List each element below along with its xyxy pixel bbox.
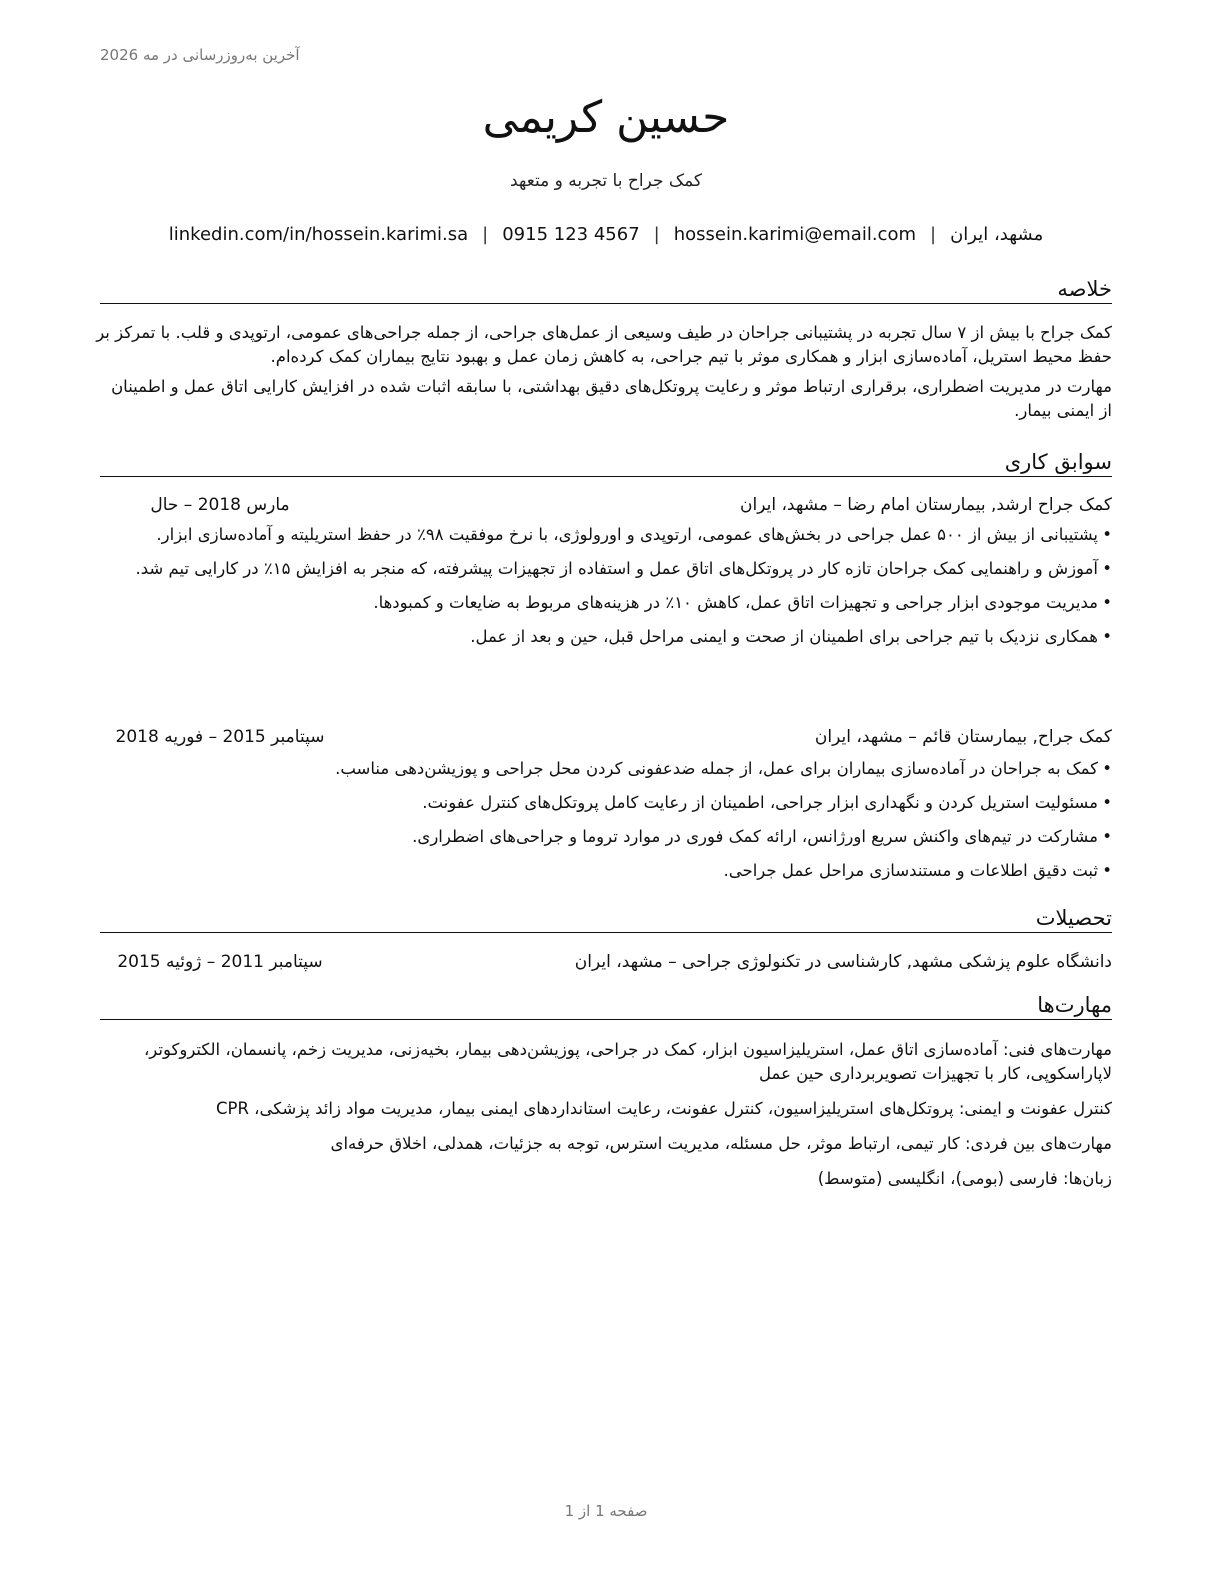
job-bullets: [96, 523, 1112, 659]
page-number: صفحه 1 از 1: [564, 1502, 648, 1520]
summary-paragraph: مهارت در مدیریت اضطراری، برقراری ارتباط موثر و رعایت پروتکل‌های دقیق بهداشتی، با سابقه اثبات شده در افزایش کارایی اتاق عمل و اطمینان از ایمنی بیمار.: [111, 377, 1112, 420]
list-item: • همکاری نزدیک با تیم جراحی برای اطمینان از صحت و ایمنی مراحل قبل، حین و بعد از عمل.: [96, 625, 1112, 649]
candidate-name: حسین کریمی: [482, 92, 730, 143]
candidate-tagline: کمک جراح با تجربه و متعهد: [510, 171, 702, 191]
education-entry: [100, 950, 1112, 974]
contact-separator: |: [930, 224, 937, 245]
list-item: • مسئولیت استریل کردن و نگهداری ابزار جراحی، اطمینان از رعایت کامل پروتکل‌های کنترل عفونت.: [96, 791, 1112, 815]
list-item: • مدیریت موجودی ابزار جراحی و تجهیزات اتاق عمل، کاهش ۱۰٪ در هزینه‌های مربوط به ضایعات و کمبودها.: [96, 591, 1112, 615]
experience-heading: سوابق کاری: [100, 449, 1112, 477]
summary-heading: خلاصه: [100, 276, 1112, 304]
list-item: • کمک به جراحان در آماده‌سازی بیماران برای عمل، از جمله ضدعفونی کردن محل جراحی و پوزیشن‌دهی مناسب.: [96, 757, 1112, 781]
list-item: • مشارکت در تیم‌های واکنش سریع اورژانس، ارائه کمک فوری در موارد تروما و جراحی‌های اضطراری.: [96, 825, 1112, 849]
education-degree: دانشگاه علوم پزشکی مشهد, کارشناسی در تکنولوژی جراحی – مشهد، ایران: [574, 952, 1112, 972]
job-role: کمک جراح, بیمارستان قائم – مشهد، ایران: [814, 727, 1112, 747]
skills-heading: مهارت‌ها: [100, 992, 1112, 1020]
last-updated-text: آخرین به‌روزرسانی در مه 2026: [100, 46, 300, 64]
contact-email[interactable]: hossein.karimi@email.com: [673, 224, 916, 245]
summary-section: [96, 321, 1112, 429]
contact-location: مشهد، ایران: [950, 224, 1044, 245]
skills-line: زبان‌ها: فارسی (بومی)، انگلیسی (متوسط): [817, 1169, 1112, 1188]
skills-line: مهارت‌های بین فردی: کار تیمی، ارتباط موثر، حل مسئله، مدیریت استرس، توجه به جزئیات، همدلی، اخلاق حرفه‌ای: [330, 1134, 1112, 1153]
job-header: [100, 493, 1112, 517]
list-item: • آموزش و راهنمایی کمک جراحان تازه کار در پروتکل‌های اتاق عمل و استفاده از تجهیزات پیشرفته، که منجر به افزایش ۱۵٪ در کارایی تیم شد.: [96, 557, 1112, 581]
resume-page: [96, 0, 1112, 1584]
contact-linkedin[interactable]: linkedin.com/in/hossein.karimi.sa: [168, 224, 469, 245]
job-dates: مارس 2018 – حال: [150, 495, 290, 515]
contact-phone[interactable]: 0915 123 4567: [502, 224, 640, 245]
list-item: • پشتیبانی از بیش از ۵۰۰ عمل جراحی در بخش‌های عمومی، ارتوپدی و اورولوژی، با نرخ موفقیت ۹۸٪ در حفظ استریلیته و آماده‌سازی ابزار.: [96, 523, 1112, 547]
contact-separator: |: [482, 224, 489, 245]
skills-line: مهارت‌های فنی: آماده‌سازی اتاق عمل، استریلیزاسیون ابزار، کمک در جراحی، پوزیشن‌دهی بیمار، بخیه‌زنی، مدیریت زخم، پانسمان، الکتروکوتر، لاپاراسکوپی، کار با تجهیزات تصویربرداری حین عمل: [143, 1040, 1112, 1083]
summary-paragraph: کمک جراح با بیش از ۷ سال تجربه در پشتیبانی جراحان در طیف وسیعی از عمل‌های جراحی، از جمله جراحی‌های عمومی، ارتوپدی و قلب. با تمرکز بر حفظ محیط استریل، آماده‌سازی ابزار و همکاری موثر با تیم جراحی، به کاهش زمان عمل و بهبود نتایج بیماران کمک کرده‌ام.: [96, 323, 1112, 366]
contact-separator: |: [653, 224, 660, 245]
education-heading: تحصیلات: [100, 905, 1112, 933]
list-item: • ثبت دقیق اطلاعات و مستندسازی مراحل عمل جراحی.: [96, 859, 1112, 883]
job-bullets: [96, 757, 1112, 893]
job-role: کمک جراح ارشد, بیمارستان امام رضا – مشهد، ایران: [740, 495, 1112, 515]
skills-section: [96, 1038, 1112, 1202]
job-dates: سپتامبر 2015 – فوریه 2018: [115, 727, 325, 747]
skills-line: کنترل عفونت و ایمنی: پروتکل‌های استریلیزاسیون، کنترل عفونت، رعایت استانداردهای ایمنی بیمار، مدیریت مواد زائد پزشکی، CPR: [215, 1099, 1112, 1118]
contact-line: [100, 224, 1112, 245]
job-header: [100, 725, 1112, 749]
education-dates: سپتامبر 2011 – ژوئیه 2015: [117, 952, 323, 972]
